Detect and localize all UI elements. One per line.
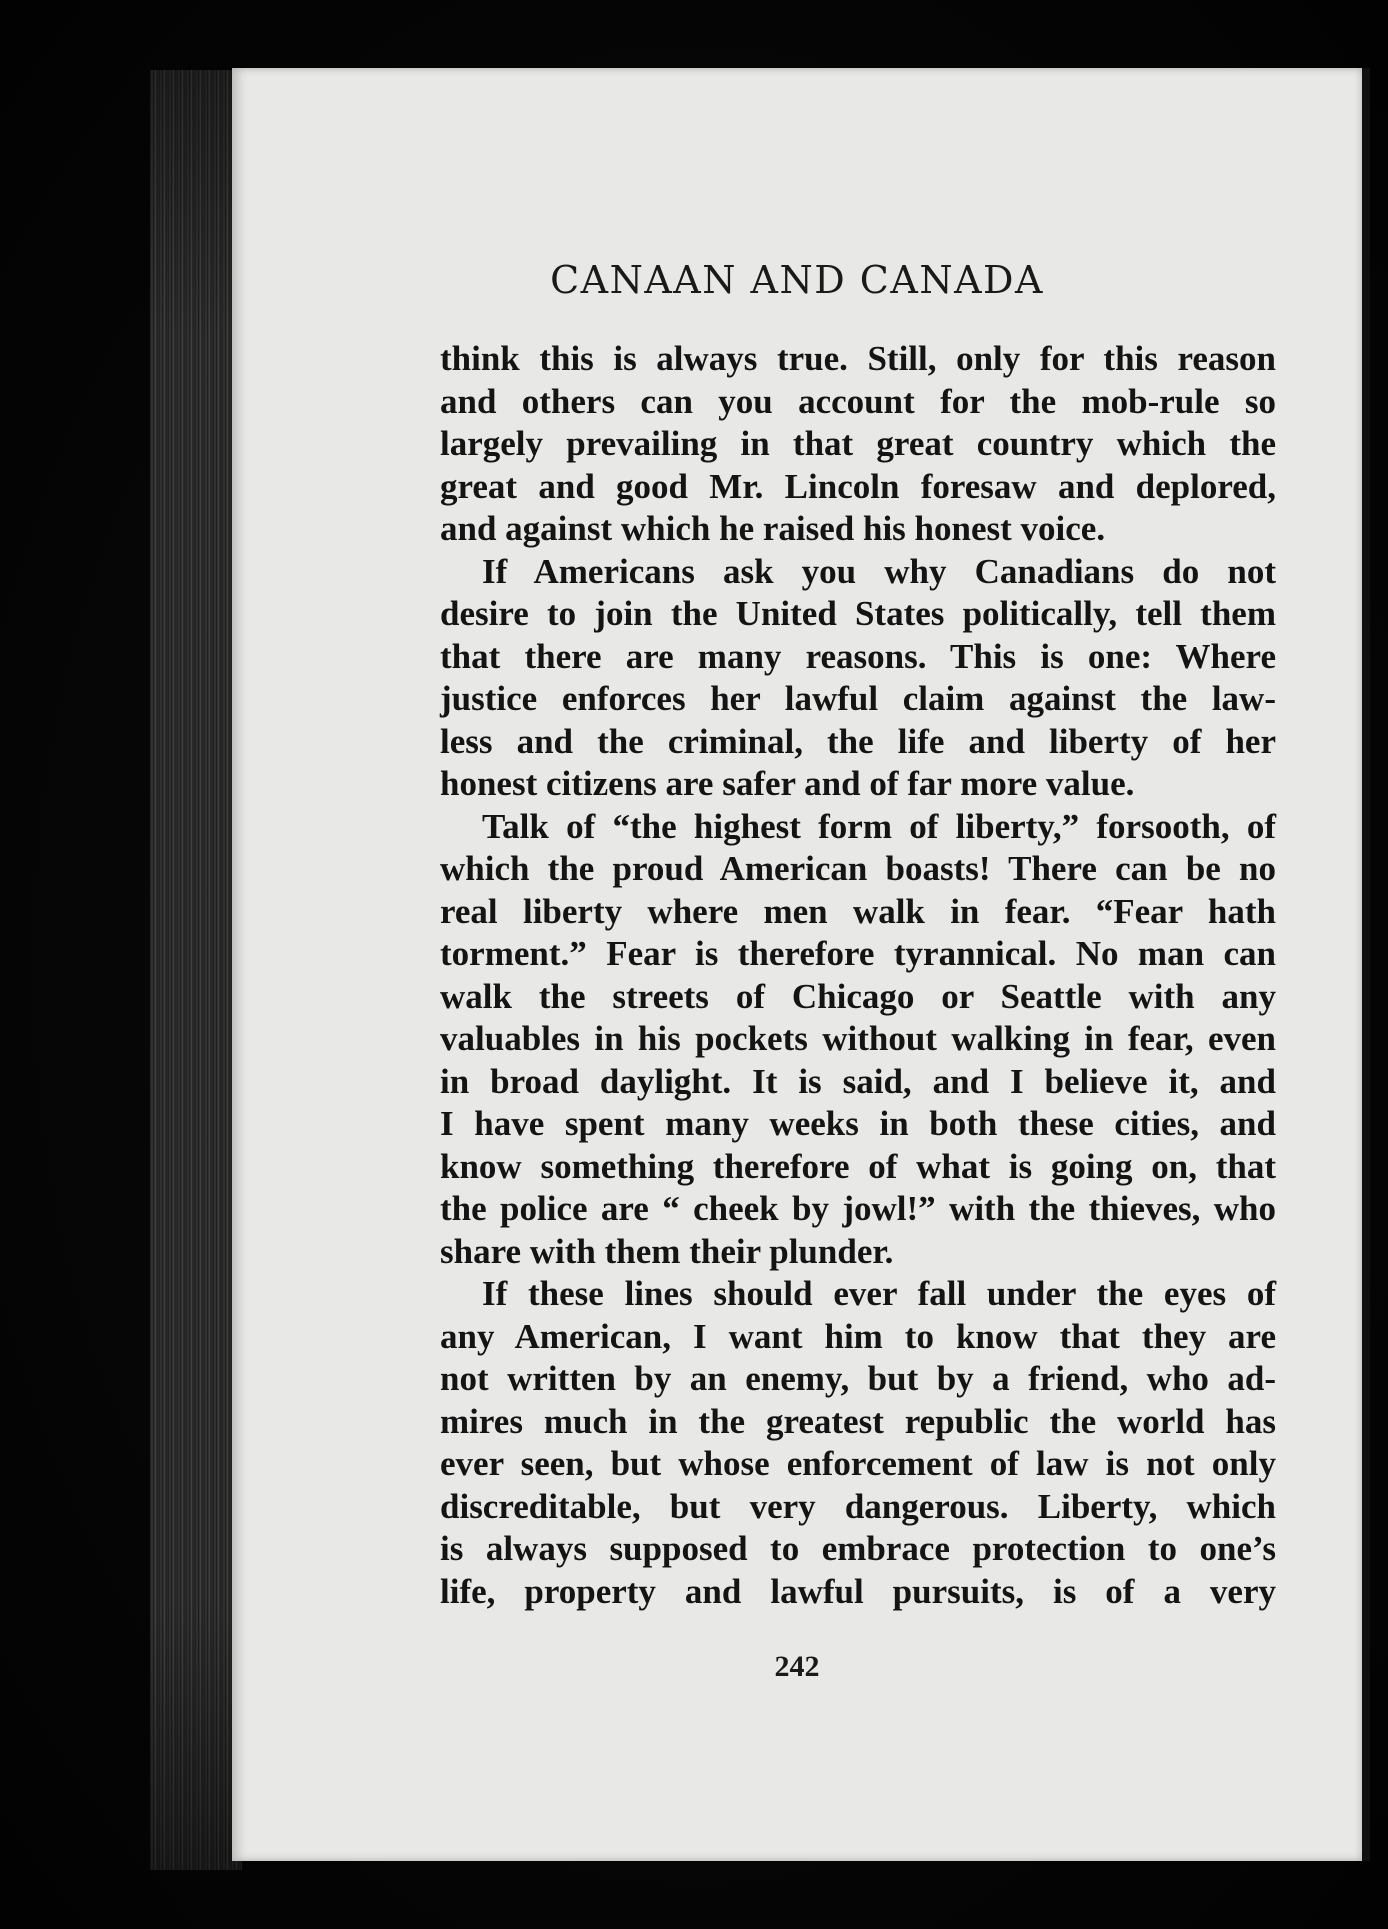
text-line: ever seen, but whose enforcement of law is not only xyxy=(440,1444,1276,1483)
text-line: less and the criminal, the life and liberty of her xyxy=(440,721,1276,761)
text-line: know something therefore of what is going on, that xyxy=(440,1146,1276,1186)
text-line: is always supposed to embrace protection to one’s xyxy=(440,1529,1276,1568)
text-line: share with them their plunder. xyxy=(440,1231,894,1271)
text-line: that there are many reasons. This is one: Where xyxy=(440,636,1276,676)
text-line: and against which he raised his honest voice. xyxy=(440,509,1106,548)
book-edge-shading xyxy=(150,70,242,1870)
text-line: torment.” Fear is therefore tyrannical. No man can xyxy=(440,934,1276,973)
text-line: desire to join the United States politically, tell them xyxy=(440,594,1276,633)
text-line: in broad daylight. It is said, and I believe it, and xyxy=(440,1061,1276,1101)
text-line: discreditable, but very dangerous. Liberty, which xyxy=(440,1486,1276,1526)
text-line: which the proud American boasts! There can be no xyxy=(440,849,1276,888)
paragraph xyxy=(440,338,1276,551)
text-line: honest citizens are safer and of far more value. xyxy=(440,764,1135,803)
text-line: not written by an enemy, but by a friend, who ad- xyxy=(440,1359,1276,1398)
paragraph xyxy=(440,551,1276,806)
page-number: 242 xyxy=(774,1650,820,1683)
text-line: walk the streets of Chicago or Seattle with any xyxy=(440,976,1276,1016)
text-line: and others can you account for the mob-rule so xyxy=(440,381,1276,421)
text-line: largely prevailing in that great country which the xyxy=(440,424,1276,463)
text-line: Talk of “the highest form of liberty,” forsooth, of xyxy=(482,806,1276,846)
text-line: If Americans ask you why Canadians do not xyxy=(482,551,1276,591)
page-right-border xyxy=(1362,68,1370,1861)
paragraph xyxy=(440,806,1276,1274)
text-line: If these lines should ever fall under the eyes of xyxy=(482,1274,1276,1313)
text-line: valuables in his pockets without walking in fear, even xyxy=(440,1019,1276,1058)
text-line: justice enforces her lawful claim against the law- xyxy=(440,679,1276,718)
running-head: CANAAN AND CANADA xyxy=(550,258,1044,302)
text-line: any American, I want him to know that they are xyxy=(440,1316,1276,1356)
text-line: I have spent many weeks in both these cities, and xyxy=(440,1104,1276,1143)
text-line: the police are “ cheek by jowl!” with the thieves, who xyxy=(440,1189,1276,1228)
text-line: mires much in the greatest republic the world has xyxy=(440,1401,1276,1441)
text-line: great and good Mr. Lincoln foresaw and deplored, xyxy=(440,466,1276,506)
body-text xyxy=(440,338,1276,1613)
paragraph xyxy=(440,1273,1276,1613)
text-line: life, property and lawful pursuits, is of a very xyxy=(440,1571,1276,1611)
text-line: real liberty where men walk in fear. “Fear hath xyxy=(440,891,1276,931)
text-line: think this is always true. Still, only for this reason xyxy=(440,339,1276,378)
